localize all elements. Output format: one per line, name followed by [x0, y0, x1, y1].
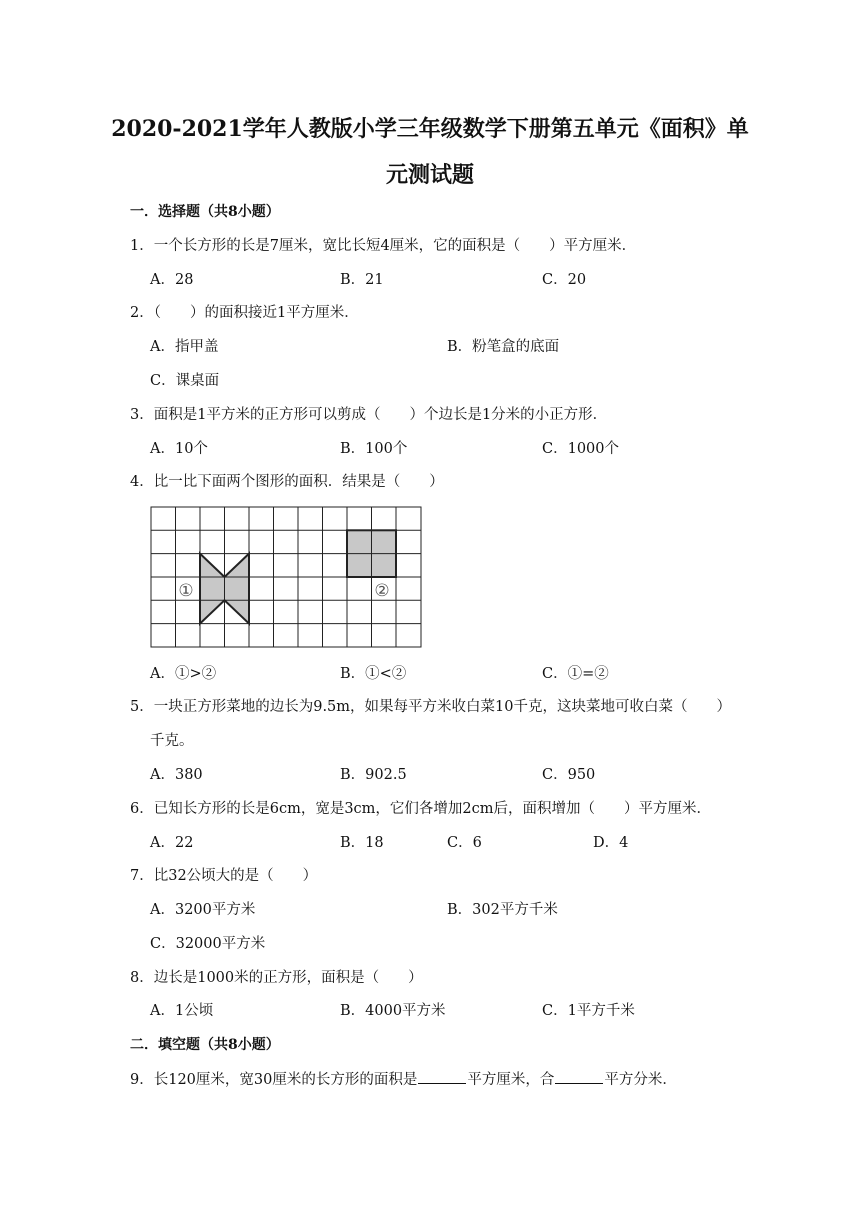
question-9	[130, 1069, 677, 1090]
question-3: 3．面积是1平方米的正方形可以剪成（ ）个边长是1分米的小正方形．	[130, 407, 608, 423]
q7-option-c: C．32000平方米	[150, 936, 266, 952]
q2-option-a: A．指甲盖	[150, 339, 219, 355]
page-title-line1: 2020-2021学年人教版小学三年级数学下册第五单元《面积》单	[111, 116, 749, 142]
question-5-continued: 千克。	[150, 733, 194, 749]
q8-option-a: A．1公顷	[150, 1003, 214, 1019]
q4-option-a: A．①>②	[150, 666, 217, 682]
q7-option-b: B．302平方千米	[447, 902, 558, 918]
q7-option-a: A．3200平方米	[150, 902, 256, 918]
q5-option-a: A．380	[150, 767, 203, 783]
question-4: 4．比一比下面两个图形的面积．结果是（ ）	[130, 474, 444, 490]
section-heading-fill-in: 二．填空题（共8小题）	[130, 1037, 280, 1053]
section-heading-choice: 一．选择题（共8小题）	[130, 204, 280, 220]
shape-1-label: ①	[178, 581, 194, 601]
q4-option-b: B．①<②	[340, 666, 407, 682]
q6-option-c: C．6	[447, 835, 482, 851]
q9-answer-blank-1[interactable]	[418, 1069, 466, 1084]
q6-option-a: A．22	[150, 835, 194, 851]
q9-answer-blank-2[interactable]	[555, 1069, 603, 1084]
q8-option-b: B．4000平方米	[340, 1003, 446, 1019]
q2-option-b: B．粉笔盒的底面	[447, 339, 560, 355]
q3-option-b: B．100个	[340, 441, 408, 457]
q5-option-c: C．950	[542, 767, 596, 783]
question-6: 6．已知长方形的长是6cm，宽是3cm，它们各增加2cm后，面积增加（ ）平方厘米．	[130, 801, 712, 817]
area-comparison-grid-figure	[150, 506, 424, 650]
page-title-line2: 元测试题	[385, 162, 474, 188]
q3-option-a: A．10个	[150, 441, 208, 457]
q9-text-part3: 平方分米．	[604, 1072, 677, 1088]
shape-2-label: ②	[374, 581, 390, 601]
q5-option-b: B．902.5	[340, 767, 407, 783]
q8-option-c: C．1平方千米	[542, 1003, 635, 1019]
q6-option-b: B．18	[340, 835, 384, 851]
q9-text-part1: 9．长120厘米，宽30厘米的长方形的面积是	[130, 1072, 418, 1088]
q2-option-c: C．课桌面	[150, 373, 220, 389]
q1-option-a: A．28	[150, 272, 194, 288]
question-1: 1．一个长方形的长是7厘米，宽比长短4厘米，它的面积是（ ）平方厘米．	[130, 238, 637, 254]
q3-option-c: C．1000个	[542, 441, 619, 457]
question-2: 2．（ ）的面积接近1平方厘米．	[130, 305, 359, 321]
q1-option-c: C．20	[542, 272, 587, 288]
question-7: 7．比32公顷大的是（ ）	[130, 868, 318, 884]
question-8: 8．边长是1000米的正方形，面积是（ ）	[130, 970, 423, 986]
q6-option-d: D．4	[593, 835, 629, 851]
q9-text-part2: 平方厘米，合	[467, 1072, 555, 1088]
q4-option-c: C．①=②	[542, 666, 609, 682]
question-5: 5．一块正方形菜地的边长为9.5m，如果每平方米收白菜10千克，这块菜地可收白菜（ ）	[130, 699, 731, 715]
q1-option-b: B．21	[340, 272, 384, 288]
